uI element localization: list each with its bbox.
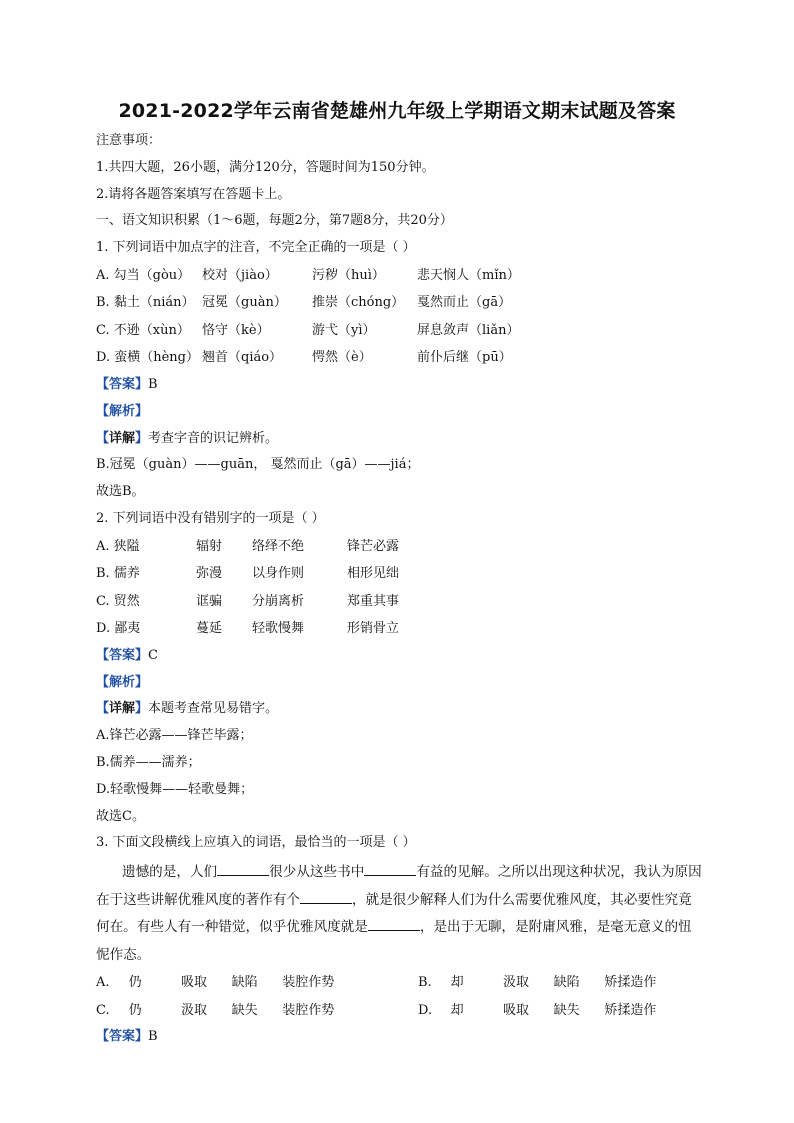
q3-stem: 3. 下面文段横线上应填入的词语，最恰当的一项是（ ） <box>96 835 416 851</box>
q2-option-d-4: 形销骨立 <box>347 621 400 637</box>
q2-conclusion: 故选C。 <box>96 808 145 824</box>
q2-stem: 2. 下列词语中没有错别字的一项是（ ） <box>96 510 325 526</box>
q1-option-b-1: B. 黏土（nián） <box>96 295 195 311</box>
q1-option-a-4: 悲天悯人（mǐn） <box>417 267 520 283</box>
q3-passage: 遗憾的是，人们 很少从这些书中 有益的见解。之所以出现这种状况，我认为原因在于这些讲解优雅风度的著作有个 ，就是很少解释人们为什么需要优雅风度，其必要性究竟何在。有些人有一种错觉，似乎优雅风度就是 ，是出于无聊，是附庸风雅，是毫无意义的忸怩作态。 <box>96 864 702 963</box>
q2-explain-2: B.儒养——濡养； <box>96 754 201 770</box>
blank-3 <box>300 891 352 904</box>
q1-option-b <box>96 289 702 317</box>
q2-option-c-1: C. 贸然 <box>96 593 140 609</box>
q1-option-a-2: 校对（jiào） <box>202 267 278 283</box>
q2-option-b <box>96 560 702 588</box>
q2-option-a <box>96 533 702 561</box>
q1-option-c-1: C. 不逊（xùn） <box>96 322 190 338</box>
q2-analysis-label: 【解析】 <box>96 674 149 690</box>
q2-explain-3: D.轻歌慢舞——轻歌曼舞； <box>96 781 254 797</box>
q3-options-row-2 <box>96 997 702 1025</box>
q1-option-d-2: 翘首（qiáo） <box>202 350 283 366</box>
q1-answer: 【答案】B <box>96 376 158 392</box>
q1-detail-text: 考查字音的识记辨析。 <box>148 430 279 446</box>
q3-option-a: A. 仍 吸取 缺陷 装腔作势 <box>96 975 335 991</box>
q1-option-c-3: 游弋（yì） <box>312 322 376 338</box>
q2-option-d-1: D. 鄙夷 <box>96 621 141 637</box>
document-page <box>96 96 702 1051</box>
blank-1 <box>217 863 269 876</box>
q2-answer-value: C <box>148 647 158 663</box>
q2-option-c-4: 郑重其事 <box>347 593 400 609</box>
q1-option-c <box>96 317 702 345</box>
q1-option-c-4: 屏息敛声（liǎn） <box>417 322 520 338</box>
q2-detail-text: 本题考查常见易错字。 <box>148 701 279 717</box>
q3-answer: 【答案】B <box>96 1029 158 1045</box>
q2-option-b-3: 以身作则 <box>252 566 305 582</box>
q2-option-c <box>96 588 702 616</box>
q1-answer-value: B <box>148 376 158 392</box>
q2-option-c-2: 诓骗 <box>196 593 223 609</box>
blank-2 <box>364 863 416 876</box>
q3-options-row-1 <box>96 969 702 997</box>
q2-option-a-2: 辐射 <box>196 538 223 554</box>
q1-option-d-1: D. 蛮横（hèng） <box>96 350 199 366</box>
q2-option-d-2: 蔓延 <box>196 621 223 637</box>
q2-option-a-4: 锋芒必露 <box>347 538 400 554</box>
q2-option-c-3: 分崩离析 <box>252 593 305 609</box>
q2-option-d-3: 轻歌慢舞 <box>252 621 305 637</box>
q3-option-d: D. 却 吸取 缺失 矫揉造作 <box>418 1002 657 1018</box>
q2-option-b-2: 弥漫 <box>196 566 223 582</box>
q1-option-b-3: 推崇（chóng） <box>312 295 405 311</box>
q1-option-b-4: 戛然而止（gā） <box>417 295 512 311</box>
q1-option-d-3: 愕然（è） <box>312 350 372 366</box>
q3-answer-value: B <box>148 1029 158 1045</box>
q2-option-b-1: B. 儒养 <box>96 566 140 582</box>
q1-option-b-2: 冠冕（guàn） <box>202 295 287 311</box>
q2-answer: 【答案】C <box>96 647 158 663</box>
q3-option-c: C. 仍 汲取 缺失 装腔作势 <box>96 1002 335 1018</box>
notes-heading: 注意事项： <box>96 133 162 148</box>
q1-option-a <box>96 262 702 290</box>
q1-option-c-2: 恪守（kè） <box>202 322 270 338</box>
q2-explain-1: A.锋芒必露——锋芒毕露； <box>96 728 253 744</box>
q2-detail: 【详解】本题考查常见易错字。 <box>96 701 279 717</box>
q2-option-d <box>96 615 702 643</box>
q1-option-d <box>96 344 702 372</box>
q1-option-d-4: 前仆后继（pū） <box>417 350 512 366</box>
q2-option-a-3: 络绎不绝 <box>252 538 305 554</box>
q1-option-a-1: A. 勾当（gòu） <box>96 267 191 283</box>
section-heading: 一、语文知识积累（1～6题，每题2分，第7题8分，共20分） <box>96 213 453 229</box>
notes-item-2: 2.请将各题答案填写在答题卡上。 <box>96 186 291 202</box>
q1-detail: 【详解】考查字音的识记辨析。 <box>96 430 279 446</box>
q1-conclusion: 故选B。 <box>96 484 145 500</box>
q2-option-a-1: A. 狭隘 <box>96 538 140 554</box>
q2-option-b-4: 相形见绌 <box>347 566 400 582</box>
q1-stem: 1. 下列词语中加点字的注音，不完全正确的一项是（ ） <box>96 240 416 256</box>
notes-item-1: 1.共四大题，26小题，满分120分，答题时间为150分钟。 <box>96 159 435 175</box>
q1-option-a-3: 污秽（huì） <box>312 267 385 283</box>
q1-explain: B.冠冕（guàn）——guān， 戛然而止（gā）——jiá； <box>96 457 420 473</box>
blank-4 <box>368 918 420 931</box>
q1-analysis-label: 【解析】 <box>96 403 149 419</box>
q3-option-b: B. 却 汲取 缺陷 矫揉造作 <box>418 975 657 991</box>
document-title: 2021-2022学年云南省楚雄州九年级上学期语文期末试题及答案 <box>118 100 676 122</box>
